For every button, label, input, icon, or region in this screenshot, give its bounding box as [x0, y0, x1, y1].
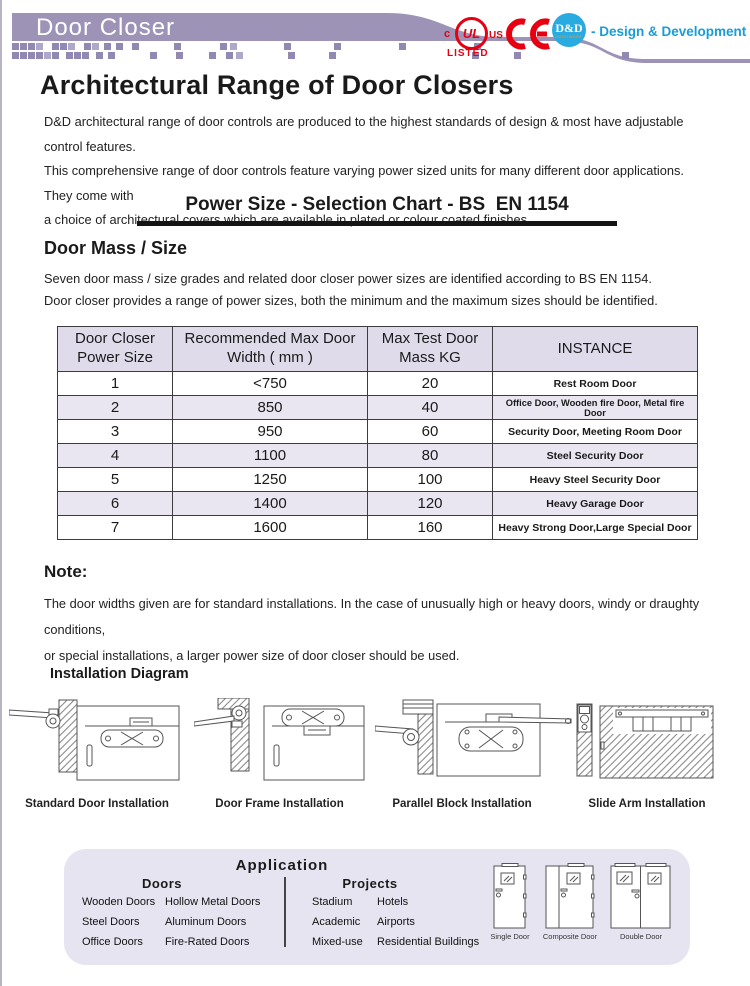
intro-line: a choice of architectural covers which are available in plated or colour coated finishes.	[44, 212, 531, 227]
selection-chart-heading: Power Size - Selection Chart - BS EN 1154	[137, 194, 617, 226]
door-mass-paragraph	[44, 268, 658, 311]
door-type-label: Double Door	[619, 932, 663, 941]
note-paragraph	[44, 591, 724, 669]
table-header-row	[58, 327, 698, 372]
installation-heading: Installation Diagram	[50, 666, 189, 682]
cell-power: 2	[58, 396, 173, 420]
list-item: Aluminum Doors	[165, 916, 247, 928]
col-header-power-size: Door Closer Power Size	[58, 327, 173, 372]
col-header-max-width: Recommended Max Door Width ( mm )	[173, 327, 368, 372]
diagram-label: Standard Door Installation	[25, 798, 169, 810]
parallel-block-installation-diagram	[375, 698, 575, 782]
cell-instance: Heavy Steel Security Door	[493, 468, 698, 492]
cell-width: 1250	[173, 468, 368, 492]
cell-width: 1400	[173, 492, 368, 516]
cell-mass: 80	[368, 444, 493, 468]
cell-mass: 60	[368, 420, 493, 444]
table-row	[58, 444, 698, 468]
intro-line: D&D architectural range of door controls are produced to the highest standards of design & most have adjustable control features.	[44, 114, 684, 154]
dd-logo-subtext: HARDWARE	[555, 33, 583, 39]
list-item: Airports	[377, 916, 415, 928]
doors-subheading: Doors	[141, 876, 183, 891]
list-item: Hollow Metal Doors	[165, 896, 261, 908]
dd-logo-text: D&D	[555, 20, 583, 35]
door-frame-installation-diagram	[194, 698, 369, 790]
page-title: Architectural Range of Door Closers	[40, 70, 514, 100]
note-line: or special installations, a larger power size of door closer should be used.	[44, 648, 460, 663]
cell-power: 7	[58, 516, 173, 540]
standard-door-installation-diagram	[9, 698, 184, 790]
ul-us-label: US	[489, 30, 503, 41]
single-door-diagram	[493, 863, 527, 931]
col-header-instance: INSTANCE	[493, 327, 698, 372]
ul-listed-logo	[442, 16, 504, 60]
dd-tagline: - Design & Development	[591, 24, 747, 39]
list-item: Fire-Rated Doors	[165, 936, 250, 948]
doors-list-col1	[82, 892, 155, 952]
cell-instance: Heavy Garage Door	[493, 492, 698, 516]
list-item: Mixed-use	[312, 936, 363, 948]
table-row	[58, 420, 698, 444]
cell-width: 950	[173, 420, 368, 444]
cell-instance: Rest Room Door	[493, 372, 698, 396]
ce-mark-icon	[506, 17, 550, 51]
cell-mass: 160	[368, 516, 493, 540]
application-divider	[284, 877, 286, 947]
composite-door-diagram	[545, 863, 595, 931]
double-door-diagram	[610, 863, 672, 931]
door-mass-line: Seven door mass / size grades and related door closer power sizes are identified according to BS EN 1154.	[44, 271, 652, 286]
page-banner-title: Door Closer	[36, 14, 176, 41]
note-heading: Note:	[44, 562, 88, 581]
door-mass-heading: Door Mass / Size	[44, 238, 188, 258]
doors-list-col2	[165, 892, 260, 952]
cell-instance: Office Door, Wooden fire Door, Metal fire Door	[493, 396, 698, 420]
table-row	[58, 492, 698, 516]
list-item: Hotels	[377, 896, 409, 908]
cell-instance: Security Door, Meeting Room Door	[493, 420, 698, 444]
power-size-table	[57, 326, 698, 540]
diagram-label: Parallel Block Installation	[392, 798, 532, 810]
list-item: Office Doors	[82, 936, 143, 948]
cell-mass: 20	[368, 372, 493, 396]
cell-width: 1100	[173, 444, 368, 468]
ul-circle-icon: UL	[455, 17, 488, 50]
table-row	[58, 468, 698, 492]
ul-c-label: c	[444, 28, 451, 40]
cell-mass: 120	[368, 492, 493, 516]
list-item: Academic	[312, 916, 361, 928]
diagram-label: Door Frame Installation	[215, 798, 344, 810]
cell-width: <750	[173, 372, 368, 396]
mosaic-decoration	[12, 43, 19, 50]
application-heading: Application	[235, 857, 329, 874]
dd-hardware-logo	[552, 13, 586, 47]
cell-instance: Heavy Strong Door,Large Special Door	[493, 516, 698, 540]
cell-width: 1600	[173, 516, 368, 540]
cell-width: 850	[173, 396, 368, 420]
projects-subheading: Projects	[342, 876, 398, 891]
projects-list-col2	[377, 892, 479, 952]
slide-arm-installation-diagram	[575, 698, 717, 782]
list-item: Residential Buildings	[377, 936, 480, 948]
col-header-max-mass: Max Test Door Mass KG	[368, 327, 493, 372]
list-item: Wooden Doors	[82, 896, 156, 908]
diagram-label: Slide Arm Installation	[588, 798, 706, 810]
door-type-label: Composite Door	[542, 932, 598, 941]
cell-power: 4	[58, 444, 173, 468]
cell-power: 6	[58, 492, 173, 516]
door-type-label: Single Door	[490, 932, 530, 941]
cell-power: 1	[58, 372, 173, 396]
list-item: Stadium	[312, 896, 353, 908]
list-item: Steel Doors	[82, 916, 140, 928]
ul-listed-label: LISTED	[447, 48, 489, 59]
cell-power: 3	[58, 420, 173, 444]
intro-line: This comprehensive range of door controls feature varying power sized units for many different door applications. They come with	[44, 163, 684, 203]
cell-mass: 100	[368, 468, 493, 492]
table-row	[58, 372, 698, 396]
cell-instance: Steel Security Door	[493, 444, 698, 468]
door-mass-line: Door closer provides a range of power sizes, both the minimum and the maximum sizes should be identified.	[44, 292, 658, 308]
cell-mass: 40	[368, 396, 493, 420]
note-line: The door widths given are for standard installations. In the case of unusually high or heavy doors, windy or draughty conditions,	[44, 596, 700, 637]
projects-list-col1	[312, 892, 363, 952]
table-row	[58, 516, 698, 540]
cell-power: 5	[58, 468, 173, 492]
table-row	[58, 396, 698, 420]
